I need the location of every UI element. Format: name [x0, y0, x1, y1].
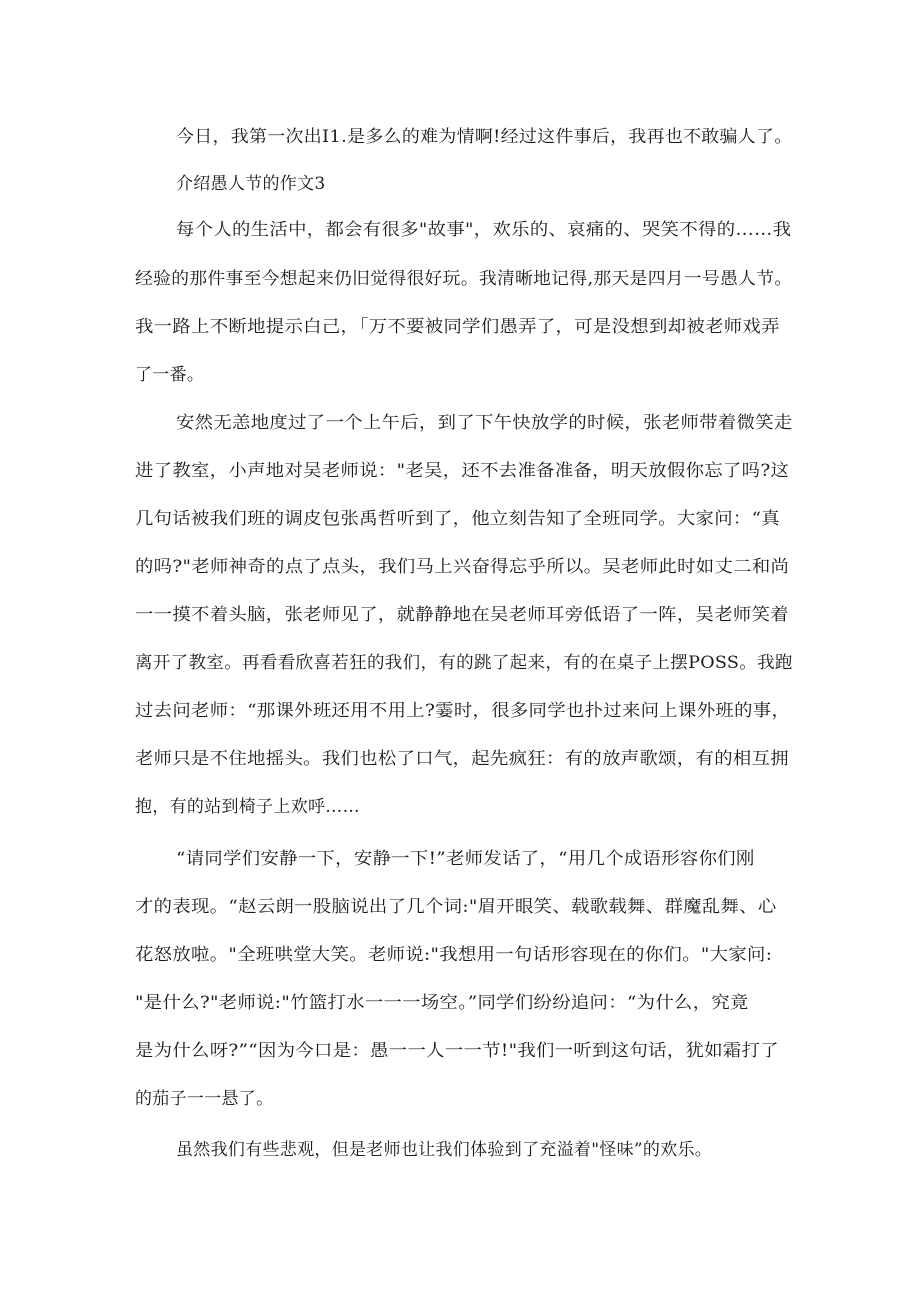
text-line: “请同学们安静一下，安静一下!”老师发话了，“用几个成语形容你们刚 — [176, 849, 755, 869]
text-line: 了一番。 — [135, 365, 205, 385]
text-line: 的茄子一一悬了。 — [135, 1089, 274, 1109]
text-line: 是为什么呀?”“因为今口是：愚一一人一一节!"我们一听到这句话，犹如霜打了 — [135, 1041, 779, 1061]
text-line: 过去问老师：“那课外班还用不用上?霎时，很多同学也扑过来问上课外班的事， — [135, 701, 791, 721]
text-line: 老师只是不住地摇头。我们也松了口气，起先疯狂：有的放声歌颂，有的相互拥 — [135, 749, 789, 769]
text-line: 我一路上不断地提示白己，「万不要被同学们愚弄了，可是没想到却被老师戏弄 — [135, 317, 780, 337]
text-line: 才的表现。“赵云朗一股脑说出了几个词:"眉开眼笑、载歌载舞、群魔乱舞、心 — [135, 897, 777, 917]
text-line: 花怒放啦。"全班哄堂大笑。老师说:"我想用一句话形容现在的你们。"大家问: — [135, 945, 773, 965]
text-line: 离开了教室。再看看欣喜若狂的我们，有的跳了起来，有的在桌子上摆POSS。我跑 — [135, 653, 793, 673]
text-line: 进了教室，小声地对吴老师说："老吴，还不去准备准备，明天放假你忘了吗?这 — [135, 461, 790, 481]
text-line: 经验的那件事至今想起来仍旧觉得很好玩。我清晰地记得,那天是四月一号愚人节。 — [135, 269, 793, 289]
text-line: 虽然我们有些悲观，但是老师也让我们体验到了充溢着"怪味”的欢乐。 — [176, 1140, 713, 1160]
section-heading: 介绍愚人节的作文3 — [176, 174, 326, 194]
text-line: 每个人的生活中，都会有很多"故事"，欢乐的、哀痛的、哭笑不得的……我 — [176, 220, 792, 240]
text-line: 今日，我第一次出I1.是多么的难为情啊!经过这件事后，我再也不敢骗人了。 — [176, 127, 793, 147]
text-line: 几句话被我们班的调皮包张禹哲听到了，他立刻告知了全班同学。大家问：“真 — [135, 509, 780, 529]
text-line: "是什么?"老师说:"竹篮打水一一一场空。”同学们纷纷追问：“为什么，究竟 — [135, 993, 749, 1013]
text-line: 抱，有的站到椅子上欢呼…… — [135, 797, 360, 817]
text-line: 一一摸不着头脑，张老师见了，就静静地在吴老师耳旁低语了一阵，吴老师笑着 — [135, 605, 789, 625]
text-line: 的吗?"老师神奇的点了点头，我们马上兴奋得忘乎所以。吴老师此时如丈二和尚 — [135, 557, 790, 577]
text-line: 安然无恙地度过了一个上午后，到了下午快放学的时候，张老师带着微笑走 — [176, 413, 793, 433]
